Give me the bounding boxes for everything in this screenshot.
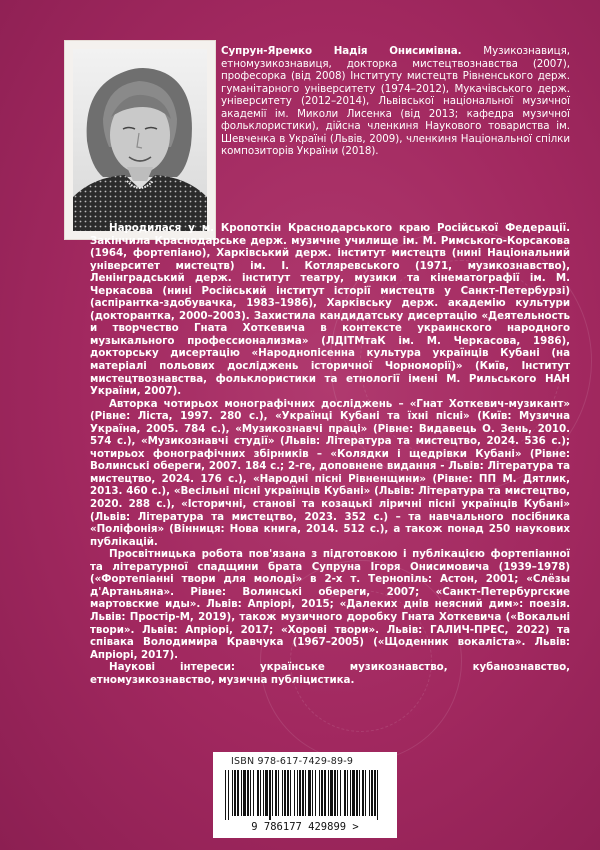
author-photo-frame bbox=[64, 40, 216, 240]
isbn-barcode-label bbox=[213, 752, 397, 838]
biography-paragraph: Наукові інтереси: українське музикознавство, кубанознавство, етномузикознавство, музична публіцистика. bbox=[90, 661, 570, 686]
biography-paragraph: Авторка чотирьох монографічних досліджень – «Гнат Хоткевич-музикант» (Рівне: Ліста, 1997. 280 с.), «Українці Кубані та їхні пісні» (Київ: Музична Україна, 2005. 784 с.), «Музикознавчі праці» (Рівне: Видавець О. Зень, 2010. 574 с.), «Музикознавчі студії» (Львів: Література та мистецтво, 2024. 536 с.); чотирьох фонографічних збірників – «Колядки і щедрівки Кубані» (Рівне: Волинські обереги, 2007. 184 с.; 2-ге, доповнене видання - Львів: Література та мистецтво, 2024. 176 с.), «Народні пісні Рівненщини» (Рівне: ПП М. Дятлик, 2013. 460 с.), «Весільні пісні українців Кубані» (Львів: Література та мистецтво, 2020. 288 с.), «Історичні, станові та козацькі ліричні пісні українців Кубані» (Львів: Література та мистецтво, 2023. 352 с.) – та навчального посібника «Поліфонія» (Вінниця: Нова книга, 2014. 512 с.), а також понад 250 наукових публікацій. bbox=[90, 397, 570, 548]
barcode-digits: 9 786177 429899 > bbox=[251, 821, 359, 833]
barcode-image bbox=[221, 768, 389, 820]
author-name: Супрун-Яремко Надія Онисимівна. bbox=[221, 45, 462, 57]
biography-paragraph: Народилася у м. Кропоткін Краснодарського краю Російської Федерації. Закінчила Краснодарське держ. музичне училище ім. М. Римського-Корсакова (1964, фортепіано), Харківський держ. інститут мистецтв (нині Національний університет мистецтв) ім. І. Котляревського (1971, музикознавство), Ленінградський держ. інститут театру, музики та кінематографії ім. М. Черкасова (нині Російський інститут історії мистецтв у Санкт-Петербурзі) (аспірантка-здобувачка, 1983–1986), Харківську держ. академію культури (докторантка, 2000–2003). Захистила кандидатську дисертацію «Деятельность и творчество Гната Хоткевича в контексте украинского народного музыкального профессионализма» (ЛДІТМтаК ім. М. Черкасова, 1986), докторську дисертацію «Народнопісенна культура українців Кубані (на матеріалі польових досліджень історичної Чорноморії)» (Київ, Інститут мистецтвознавства, фольклористики та етнології імені М. Рильського НАН України, 2007). bbox=[90, 222, 570, 398]
author-intro bbox=[221, 45, 570, 158]
biography-paragraph: Просвітницька робота пов'язана з підготовкою і публікацією фортепіанної та літературної спадщини брата Супруна Ігоря Онисимовича (1939–1978) («Фортепіанні твори для молоді» в 2-х т. Тернопіль: Астон, 2001; «Слёзы д'Артаньяна». Рівне: Волинські обереги, 2007; «Санкт-Петербургские мартовские иды». Львів: Апріорі, 2015; «Далеких днів неясний дим»: поезія. Львів: Простір-М, 2019), також музичного доробку Гната Хоткевича («Вокальні твори». Львів: Апріорі, 2017; «Хорові твори». Львів: ГАЛИЧ-ПРЕС, 2022) та співака Володимира Кравчука (1967–2005) («Щоденник вокаліста». Львів: Апріорі, 2017). bbox=[90, 548, 570, 661]
author-photo bbox=[73, 49, 207, 231]
author-biography bbox=[90, 222, 570, 686]
bio-summary: Музикознавиця, етномузикознавиця, докторка мистецтвознавства (2007), професорка (від 2008) Інституту мистецтв Рівненського держ. гуманітарного університету (1974–2012), Мукачівського держ. університету (2012–2014), Львівської національної музичної академії ім. Миколи Лисенка (від 2013; кафедра музичної фольклористики), дійсна членкиня Наукового товариства ім. Шевченка в Україні (Львів, 2009), членкиня Національної спілки композиторів України (2018). bbox=[221, 45, 570, 158]
isbn-text: ISBN 978-617-7429-89-9 bbox=[231, 756, 354, 767]
